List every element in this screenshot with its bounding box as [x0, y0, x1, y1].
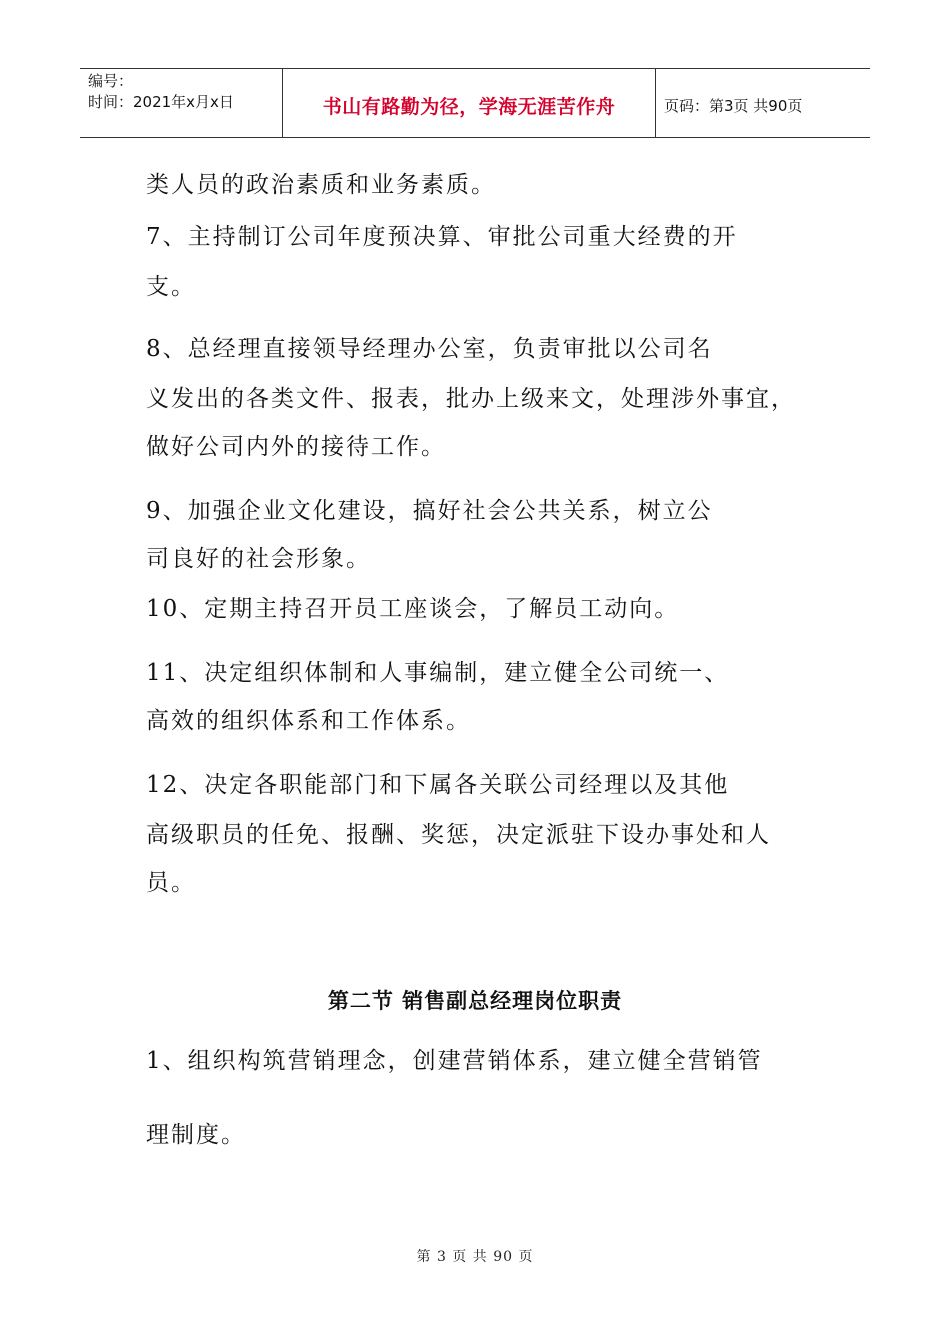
body-line: 7、主持制订公司年度预决算、审批公司重大经费的开 — [146, 224, 738, 250]
header-page-info: 页码：第3页 共90页 — [664, 96, 803, 115]
body-line: 11、决定组织体制和人事编制，建立健全公司统一、 — [146, 660, 730, 686]
section-line: 1、组织构筑营销理念，创建营销体系，建立健全营销管 — [146, 1048, 763, 1074]
header-number-label: 编号： — [88, 72, 134, 90]
header-motto: 书山有路勤为径，学海无涯苦作舟 — [283, 69, 656, 137]
body-line: 10、定期主持召开员工座谈会，了解员工动向。 — [146, 596, 680, 622]
body-line: 员。 — [146, 870, 196, 896]
body-line: 高级职员的任免、报酬、奖惩，决定派驻下设办事处和人 — [146, 822, 771, 848]
header-time-label: 时间：2021年x月x日 — [88, 93, 234, 111]
body-line: 高效的组织体系和工作体系。 — [146, 708, 471, 734]
body-line: 支。 — [146, 274, 196, 300]
body-line: 做好公司内外的接待工作。 — [146, 434, 446, 460]
body-line: 12、决定各职能部门和下属各关联公司经理以及其他 — [146, 772, 730, 798]
header-meta — [80, 69, 283, 137]
body-line: 类人员的政治素质和业务素质。 — [146, 172, 496, 198]
page-footer: 第 3 页 共 90 页 — [416, 1249, 534, 1265]
body-line: 义发出的各类文件、报表，批办上级来文，处理涉外事宜， — [146, 386, 796, 412]
section-title: 第二节 销售副总经理岗位职责 — [327, 989, 623, 1013]
body-line: 9、加强企业文化建设，搞好社会公共关系，树立公 — [146, 498, 713, 524]
section-line: 理制度。 — [146, 1122, 246, 1148]
body-line: 8、总经理直接领导经理办公室，负责审批以公司名 — [146, 336, 713, 362]
page-header — [80, 68, 870, 138]
body-line: 司良好的社会形象。 — [146, 546, 371, 572]
